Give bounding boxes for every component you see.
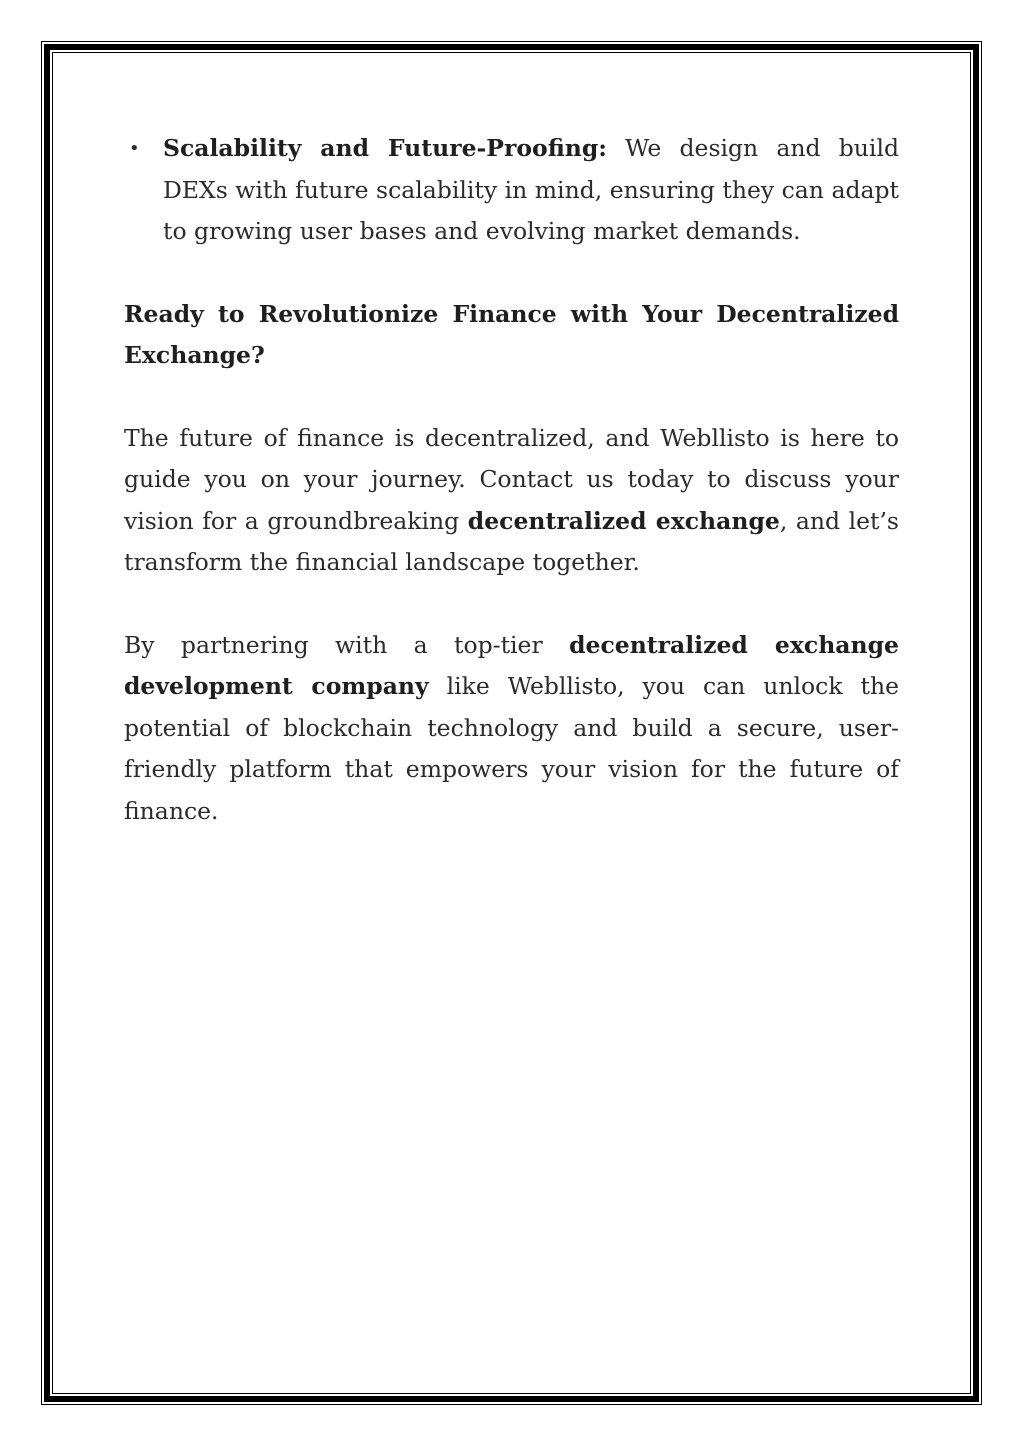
paragraph-2-keyword: decentralized exchange development company [124,630,899,700]
paragraph-2-text-end: like Webllisto, you can unlock the potential of blockchain technology and build a secure, user-friendly platform that empowers your vision for the future of finance. [124,672,899,825]
paragraph-2-text-start: By partnering with a top-tier [124,630,570,659]
paragraph-1-text-start: The future of finance is decentralized, and Webllisto is here to guide you on your journey. Contact us today to discuss your vision for a groundbreaking [124,423,899,535]
paragraph-2 [124,625,899,833]
document-body [124,128,899,832]
feature-list [124,128,899,253]
bullet-icon: • [129,138,140,159]
section-heading: Ready to Revolutionize Finance with Your Decentralized Exchange? [124,299,899,369]
paragraph-1-keyword: decentralized exchange [467,506,780,535]
bullet-title: Scalability and Future-Proofing: [163,134,607,162]
paragraph-1 [124,418,899,584]
bullet-text: We design and build DEXs with future scalability in mind, ensuring they can adapt to growing user bases and evolving market demands. [163,134,899,245]
list-item [124,128,899,253]
paragraph-1-text-end: , and let’s transform the financial landscape together. [124,506,899,576]
